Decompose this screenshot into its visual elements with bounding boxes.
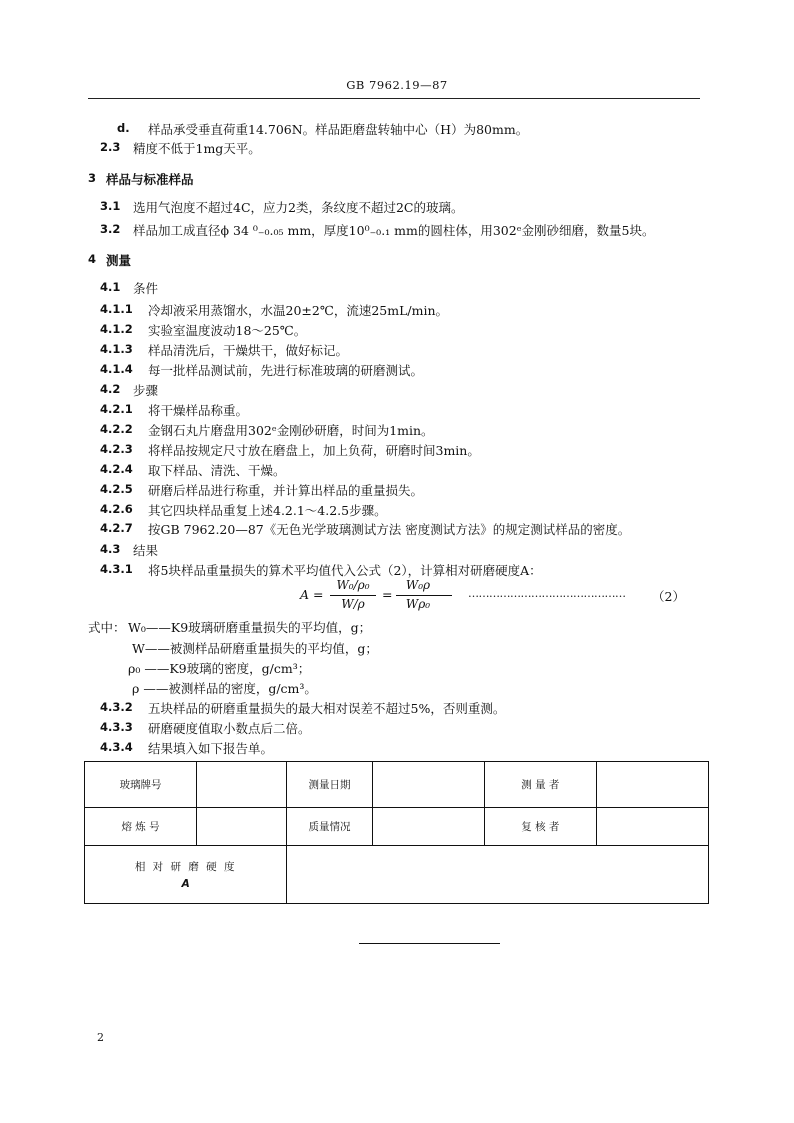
formula-numerator: W₀ρ [405, 578, 431, 592]
table-cell-test-date-value[interactable] [372, 762, 484, 808]
end-rule [359, 943, 500, 944]
table-cell-label: 玻璃牌号 [85, 762, 197, 808]
formula-equals: = [382, 587, 393, 602]
table-cell-hardness-label [85, 846, 287, 904]
formula-denominator: Wρ₀ [405, 597, 431, 611]
section-number: 2.3 [100, 140, 121, 154]
section-text: 结果填入如下报告单。 [148, 741, 274, 756]
section-number: 4 [88, 252, 97, 266]
section-text: 将5块样品重量损失的算术平均值代入公式（2），计算相对研磨硬度A： [148, 563, 542, 578]
table-cell-glass-grade-value[interactable] [197, 762, 287, 808]
section-number: 4.2 [100, 382, 121, 396]
section-number: 4.3.4 [100, 740, 133, 754]
section-text: 冷却液采用蒸馏水，水温20±2℃，流速25mL/min。 [148, 303, 448, 318]
formula-numerator: W₀/ρ₀ [336, 578, 370, 592]
section-text: 五块样品的研磨重量损失的最大相对误差不超过5%，否则重测。 [148, 701, 506, 716]
variable-definition: W₀——K9玻璃研磨重量损失的平均值，g； [128, 620, 372, 635]
section-heading: 步骤 [133, 383, 159, 398]
section-number: 4.3.3 [100, 720, 133, 734]
section-number: 4.2.5 [100, 482, 133, 496]
section-number: 4.2.6 [100, 502, 133, 516]
item-number: d. [117, 121, 130, 135]
table-cell-checker-value[interactable] [596, 808, 708, 846]
section-text: 每一批样品测试前，先进行标准玻璃的研磨测试。 [148, 363, 424, 378]
section-number: 4.1.3 [100, 342, 133, 356]
section-text: 将样品按规定尺寸放在磨盘上，加上负荷，研磨时间3min。 [148, 443, 480, 458]
header-rule [88, 98, 700, 99]
section-text: 研磨硬度值取小数点后二倍。 [148, 721, 311, 736]
section-text: 按GB 7962.20—87《无色光学玻璃测试方法 密度测试方法》的规定测试样品的密度。 [148, 522, 631, 537]
section-text: 选用气泡度不超过4C，应力2类，条纹度不超过2C的玻璃。 [133, 200, 464, 215]
table-cell-measurer-value[interactable] [596, 762, 708, 808]
section-text: 精度不低于1mg天平。 [133, 141, 261, 156]
page-number: 2 [97, 1031, 104, 1044]
hardness-symbol: A [181, 878, 190, 890]
section-number: 4.2.2 [100, 422, 133, 436]
section-heading: 测量 [106, 253, 132, 268]
section-text: 将干燥样品称重。 [148, 403, 249, 418]
section-number: 4.3.2 [100, 700, 133, 714]
variable-definition: ρ ——被测样品的密度，g/cm³。 [132, 681, 317, 696]
where-intro: 式中： [88, 620, 126, 635]
section-text: 样品加工成直径ϕ 34 ⁰₋₀.₀₅ mm，厚度10⁰₋₀.₁ mm的圆柱体，用302ᵉ金刚砂细磨，数量5块。 [133, 223, 655, 238]
table-cell-label: 复 核 者 [484, 808, 596, 846]
variable-definition: W——被测样品研磨重量损失的平均值，g； [132, 641, 378, 656]
formula-leader-dots: ……………………………………… [468, 587, 626, 600]
item-text: 样品承受垂直荷重14.706N。样品距磨盘转轴中心（H）为80mm。 [148, 122, 529, 137]
section-number: 4.2.1 [100, 402, 133, 416]
section-number: 4.1.4 [100, 362, 133, 376]
section-number: 3.1 [100, 199, 121, 213]
section-text: 取下样品、清洗、干燥。 [148, 463, 286, 478]
table-cell-hardness-value[interactable] [287, 846, 709, 904]
section-number: 4.2.3 [100, 442, 133, 456]
table-cell-label: 测 量 者 [484, 762, 596, 808]
section-heading: 条件 [133, 281, 159, 296]
fraction-bar [330, 595, 376, 596]
section-number: 3.2 [100, 222, 121, 236]
section-heading: 样品与标准样品 [106, 172, 194, 187]
report-table [84, 761, 709, 904]
section-number: 3 [88, 171, 97, 185]
section-number: 4.2.7 [100, 521, 133, 535]
table-cell-label: 质量情况 [287, 808, 372, 846]
fraction-bar [396, 595, 452, 596]
formula-lhs: A = [300, 587, 324, 602]
table-cell-label: 测量日期 [287, 762, 372, 808]
table-cell-melt-no-value[interactable] [197, 808, 287, 846]
section-text: 研磨后样品进行称重，并计算出样品的重量损失。 [148, 483, 424, 498]
section-heading: 结果 [133, 543, 159, 558]
section-text: 样品清洗后，干燥烘干，做好标记。 [148, 343, 349, 358]
section-number: 4.1 [100, 280, 121, 294]
hardness-label: 相 对 研 磨 硬 度 [134, 861, 237, 873]
section-number: 4.3 [100, 542, 121, 556]
section-number: 4.3.1 [100, 562, 133, 576]
section-number: 4.2.4 [100, 462, 133, 476]
table-cell-quality-value[interactable] [372, 808, 484, 846]
variable-definition: ρ₀ ——K9玻璃的密度，g/cm³； [128, 661, 311, 676]
table-cell-label: 熔 炼 号 [85, 808, 197, 846]
section-number: 4.1.2 [100, 322, 133, 336]
section-number: 4.1.1 [100, 302, 133, 316]
formula-label: （2） [652, 589, 685, 604]
section-text: 其它四块样品重复上述4.2.1～4.2.5步骤。 [148, 503, 387, 518]
formula-denominator: W/ρ [341, 597, 365, 611]
section-text: 金钢石丸片磨盘用302ᵉ金刚砂研磨，时间为1min。 [148, 423, 434, 438]
page-header: GB 7962.19—87 [346, 78, 448, 92]
section-text: 实验室温度波动18～25℃。 [148, 323, 307, 338]
